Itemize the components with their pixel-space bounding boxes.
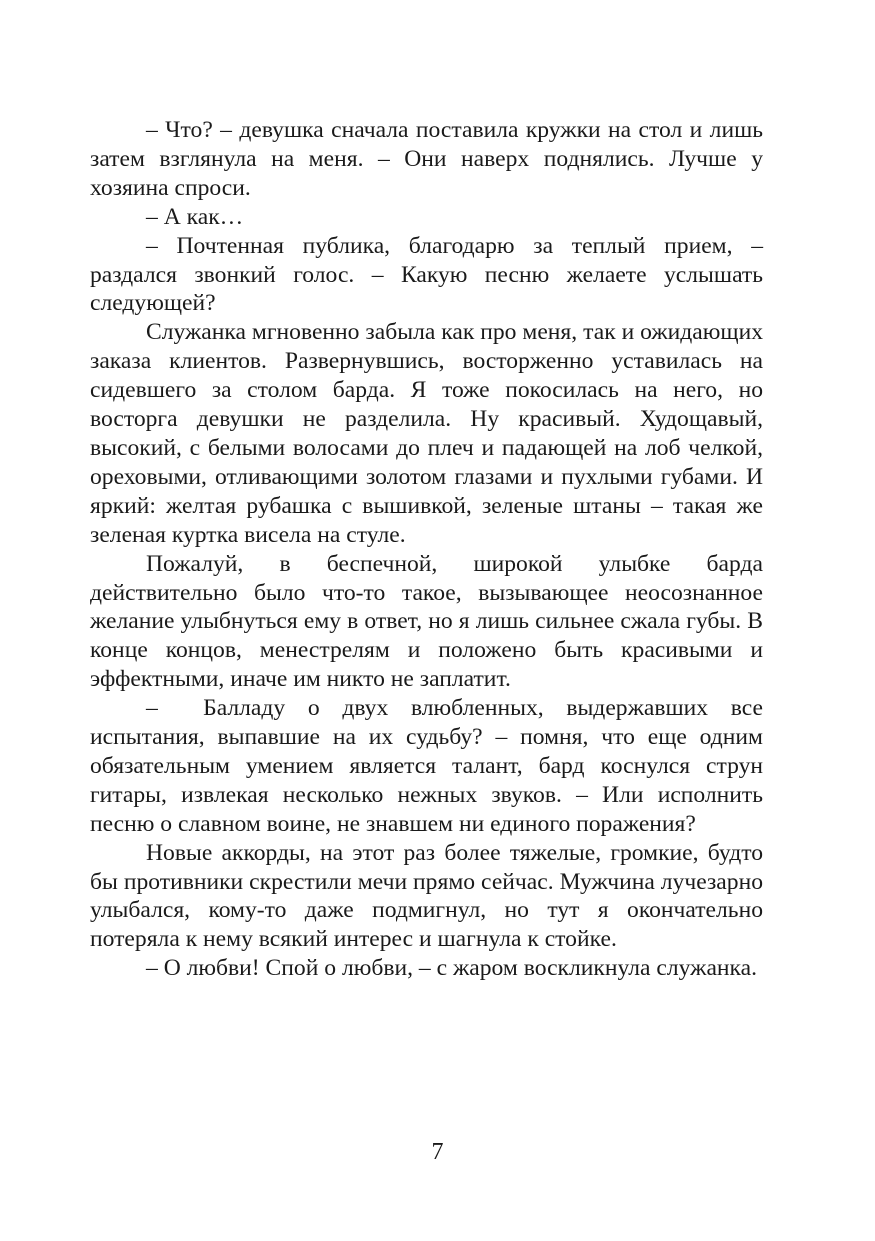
paragraph-7: Новые аккорды, на этот раз более тяжелые, громкие, будто бы противники скрестили мечи прямо сейчас. Мужчина лучезарно улыбался, кому-то даже подмигнул, но тут я окончательно потеряла к нему всякий интерес и шагнула к стойке. — [90, 839, 769, 953]
paragraph-2: – А как… — [146, 203, 244, 230]
paragraph-6: – Балладу о двух влюбленных, выдержавших все испытания, выпавшие на их судьбу? – помня, что еще одним обязательным умением является талант, бард коснулся струн гитары, извлекая несколько нежных звуков. – Или исполнить песню о славном воине, не знавшем ни единого поражения? — [90, 695, 769, 837]
paragraph-5: Пожалуй, в беспечной, широкой улыбке барда действительно было что-то такое, вызывающее неосознанное желание улыбнуться ему в ответ, но я лишь сильнее сжала губы. В конце концов, менестрелям и положено быть красивыми и эффектными, иначе им никто не заплатит. — [90, 550, 769, 693]
body-text — [90, 116, 769, 983]
paragraph-3: – Почтенная публика, благодарю за теплый прием, – раздался звонкий голос. – Какую песню желаете услышать следующей? — [90, 232, 769, 317]
page-number: 7 — [431, 1139, 444, 1165]
paragraph-1: – Что? – девушка сначала поставила кружки на стол и лишь затем взглянула на меня. – Они наверх поднялись. Лучше у хозяина спроси. — [90, 117, 769, 201]
paragraph-4: Служанка мгновенно забыла как про меня, так и ожидающих заказа клиентов. Развернувшись, восторженно уставилась на сидевшего за столом барда. Я тоже покосилась на него, но восторга девушки не разделила. Ну красивый. Худощавый, высокий, с белыми волосами до плеч и падающей на лоб челкой, ореховыми, отливающими золотом глазами и пухлыми губами. И яркий: желтая рубашка с вышивкой, зеленые штаны – такая же зеленая куртка висела на стуле. — [90, 319, 769, 548]
paragraph-8: – О любви! Спой о любви, – с жаром воскликнула служанка. — [146, 955, 758, 982]
